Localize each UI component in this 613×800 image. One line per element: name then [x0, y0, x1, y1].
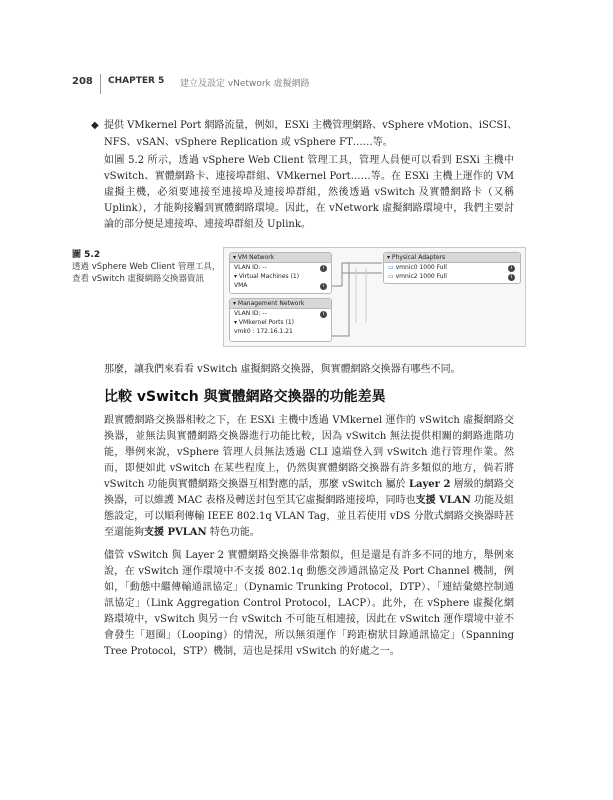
management-network-port: vmk0 : 172.16.1.21 — [234, 328, 293, 335]
management-network-title: ▾ Management Network — [230, 299, 331, 309]
page-number: 208 — [72, 76, 93, 87]
vm-network-vlan: VLAN ID: -- — [234, 264, 267, 271]
figure-caption: 透過 vSphere Web Client 管理工具，查看 vSwitch 虛擬網路交換器資訊 — [72, 262, 221, 284]
header-divider — [100, 74, 101, 94]
physical-adapter-row: ▭ vmnic0 1000 Full — [388, 264, 447, 271]
figure-label: 圖 5.2 — [72, 250, 101, 260]
page-header — [72, 74, 562, 94]
paragraph-comparison: 跟實體網路交換器相較之下，在 ESXi 主機中透過 VMkernel 運作的 vSwitch 虛擬網路交換器，並無法與實體網路交換器進行功能比較，因為 vSwitch 無法提供相關的網路進階功能，舉例來說，vSphere 管理人員無法透過 CLI 遠端登入到 vSwitch 進行管理作業。然而，即便如此 vSwitch 在某些程度上，仍然與實體網路交換器有許多類似的地方，倘若將 vSwitch 功能與實體網路交換器互相對應的話，那麼 vSwitch 屬於 Layer 2 層級的網路交換器，可以維護 MAC 表格及轉送封包至其它虛擬網路連接埠，同時也支援 VLAN 功能及組態設定，可以順利傳輸 IEEE 802.1q VLAN Tag，並且若使用 vDS 分散式網路交換器時甚至還能夠支援 PVLAN 特色功能。 — [104, 415, 514, 538]
chapter-title: 建立及設定 vNetwork 虛擬網路 — [180, 79, 310, 89]
section-title: 比較 vSwitch 與實體網路交換器的功能差異 — [104, 389, 386, 405]
vm-network-portgroup[interactable] — [229, 252, 332, 294]
physical-adapter-row: ▭ vmnic2 1000 Full — [388, 273, 447, 280]
bullet-icon: ◆ — [91, 120, 99, 131]
info-icon[interactable]: i — [320, 311, 327, 318]
management-network-ports: ▾ VMkernel Ports (1) — [234, 319, 295, 326]
paragraph-transition: 那麼，讓我們來看看 vSwitch 虛擬網路交換器，與實體網路交換器有哪些不同。 — [104, 364, 461, 375]
info-icon[interactable]: i — [320, 265, 327, 272]
chapter-label: CHAPTER 5 — [108, 76, 165, 86]
vswitch-diagram — [223, 247, 526, 347]
vm-network-vm: VMA — [234, 282, 248, 289]
physical-adapters-title: ▾ Physical Adapters — [384, 253, 520, 263]
info-icon[interactable]: i — [508, 265, 515, 272]
paragraph-differences: 儘管 vSwitch 與 Layer 2 實體網路交換器非常類似，但是還是有許多不同的地方，舉例來說，在 vSwitch 運作環境中不支援 802.1q 動態交涉通訊協定及 Port Channel 機制，例如，「動態中繼傳輸通訊協定」（Dynamic Trunking Protocol，DTP）、「連結彙總控制通訊協定」（Link Aggregation Control Protocol，LACP）。此外，在 vSphere 虛擬化網路環境中，vSwitch 與另一台 vSwitch 不可能互相連接，因此在 vSwitch 運作環境中並不會發生「迴圈」（Looping）的情況，所以無須運作「跨距樹狀目錄通訊協定」（Spanning Tree Protocol，STP）機制，這也是採用 vSwitch 的好處之一。 — [104, 550, 514, 657]
bullet-item — [91, 117, 518, 151]
vm-network-vms: ▾ Virtual Machines (1) — [234, 273, 300, 280]
vm-network-title: ▾ VM Network — [230, 253, 331, 263]
physical-adapters-panel[interactable] — [383, 252, 521, 284]
info-icon[interactable]: i — [320, 283, 327, 290]
paragraph-intro: 如圖 5.2 所示，透過 vSphere Web Client 管理工具，管理人員便可以看到 ESXi 主機中 vSwitch、實體網路卡、連接埠群組、VMkernel Port……等。在 ESXi 主機上運作的 VM 虛擬主機，必須要連接至連接埠及連接埠群組，然後透過 vSwitch 及實體網路卡（又稱 Uplink），才能夠接觸到實體網路環境。因此，在 vNetwork 虛擬網路環境中，我們主要討論的部分便是連接埠、連接埠群組及 Uplink。 — [104, 155, 514, 230]
bullet-text: 提供 VMkernel Port 網路流量，例如，ESXi 主機管理網路、vSphere vMotion、iSCSI、NFS、vSAN、vSphere Replication 或 vSphere FT……等。 — [104, 120, 518, 148]
info-icon[interactable]: i — [508, 274, 515, 281]
management-network-portgroup[interactable] — [229, 298, 332, 342]
management-network-vlan: VLAN ID: -- — [234, 310, 267, 317]
